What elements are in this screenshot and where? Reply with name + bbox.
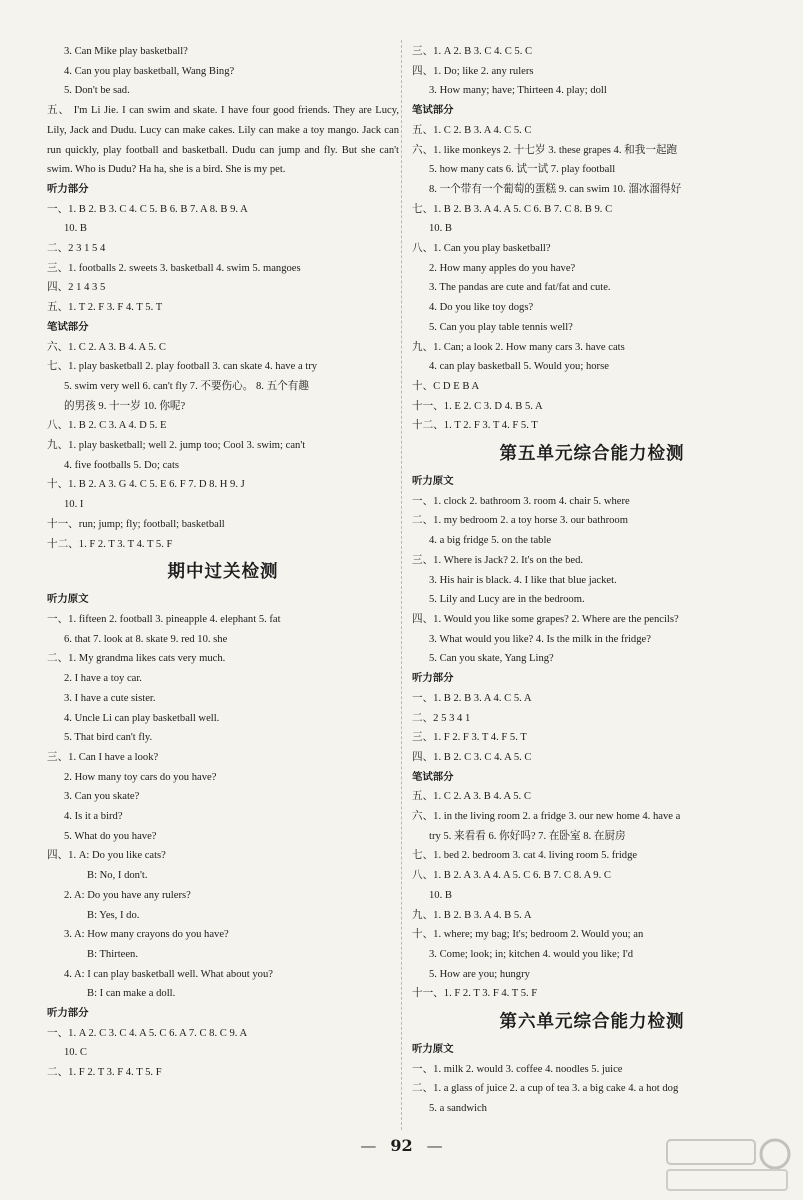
- section-heading: 笔试部分: [412, 104, 454, 117]
- answer-line: 5. how many cats 6. 试一试 7. play football: [429, 164, 616, 176]
- answer-line: B: Yes, I do.: [87, 909, 140, 921]
- answer-line: 五、1. C 2. B 3. A 4. C 5. C: [412, 124, 532, 136]
- page-footer: — 92 —: [360, 1136, 443, 1155]
- answer-line: 4. can play basketball 5. Would you; horse: [429, 361, 609, 373]
- answer-line: 九、1. B 2. B 3. A 4. B 5. A: [412, 909, 532, 921]
- answer-line: 3. I have a cute sister.: [64, 692, 156, 704]
- answer-line: 10. B: [429, 889, 452, 901]
- answer-line: 四、1. B 2. C 3. C 4. A 5. C: [412, 751, 532, 763]
- answer-line: 三、1. Can I have a look?: [47, 751, 159, 763]
- answer-line: 一、1. A 2. C 3. C 4. A 5. C 6. A 7. C 8. C 9. A: [47, 1027, 248, 1039]
- answer-line: 2. I have a toy car.: [64, 673, 142, 685]
- answer-line: 七、1. bed 2. bedroom 3. cat 4. living room 5. fridge: [412, 850, 638, 862]
- answer-line: 一、1. B 2. B 3. A 4. C 5. A: [412, 692, 532, 704]
- answer-line: 一、1. B 2. B 3. C 4. C 5. B 6. B 7. A 8. B 9. A: [47, 203, 248, 215]
- answer-line: 5. Can you skate, Yang Ling?: [429, 653, 554, 665]
- answer-line: 8. 一个带有一个葡萄的蛋糕 9. can swim 10. 溜冰溜得好: [429, 183, 682, 195]
- answer-line: 十一、run; jump; fly; football; basketball: [47, 518, 225, 530]
- answer-line: 八、1. B 2. A 3. A 4. A 5. C 6. B 7. C 8. A 9. C: [412, 870, 611, 882]
- answer-line: 三、1. F 2. F 3. T 4. F 5. T: [412, 732, 527, 744]
- answer-line: 一、1. milk 2. would 3. coffee 4. noodles 5. juice: [412, 1063, 623, 1075]
- answer-line: 5. How are you; hungry: [429, 968, 530, 980]
- answer-line: 二、1. F 2. T 3. F 4. T 5. F: [47, 1067, 162, 1079]
- answer-line: 十一、1. E 2. C 3. D 4. B 5. A: [412, 400, 543, 412]
- answer-line: 四、1. A: Do you like cats?: [47, 850, 166, 862]
- answer-line: 6. that 7. look at 8. skate 9. red 10. she: [64, 633, 228, 645]
- answer-line: 八、1. Can you play basketball?: [412, 243, 551, 255]
- section-heading: 听力部分: [412, 672, 454, 685]
- answer-line: 3. Can Mike play basketball?: [64, 46, 188, 57]
- answer-line: 3. The pandas are cute and fat/fat and cute.: [429, 282, 611, 294]
- answer-line: B: Thirteen.: [87, 948, 138, 960]
- right-column: [412, 42, 772, 1119]
- unit-title: 第五单元综合能力检测: [499, 444, 685, 465]
- answer-line: 一、1. fifteen 2. football 3. pineapple 4. elephant 5. fat: [47, 613, 281, 625]
- answer-line: 二、2 5 3 4 1: [412, 712, 471, 724]
- answer-line: 六、1. in the living room 2. a fridge 3. our new home 4. have a: [412, 811, 681, 823]
- section-heading: 听力原文: [47, 593, 89, 606]
- answer-line: 九、1. play basketball; well 2. jump too; Cool 3. swim; can't: [47, 440, 306, 452]
- answer-line: 六、1. C 2. A 3. B 4. A 5. C: [47, 341, 166, 353]
- answer-line: 3. His hair is black. 4. I like that blue jacket.: [429, 574, 617, 586]
- answer-line: 十一、1. F 2. T 3. F 4. T 5. F: [412, 988, 538, 1000]
- answer-line: 一、1. clock 2. bathroom 3. room 4. chair 5. where: [412, 495, 630, 507]
- answer-line: 十、1. B 2. A 3. G 4. C 5. E 6. F 7. D 8. H 9. J: [47, 479, 245, 491]
- answer-line: try 5. 来看看 6. 你好吗? 7. 在卧室 8. 在厨房: [429, 830, 626, 842]
- answer-line: 五、1. C 2. A 3. B 4. A 5. C: [412, 791, 531, 803]
- answer-line: 2. How many toy cars do you have?: [64, 771, 217, 783]
- answer-line: 5. Can you play table tennis well?: [429, 321, 573, 333]
- answer-line: 四、1. Do; like 2. any rulers: [412, 65, 534, 77]
- answer-line: 3. A: How many crayons do you have?: [64, 929, 229, 941]
- answer-line: 二、1. my bedroom 2. a toy horse 3. our bathroom: [412, 515, 628, 527]
- answer-line: 三、1. footballs 2. sweets 3. basketball 4. swim 5. mangoes: [47, 262, 301, 274]
- section-heading: 听力原文: [412, 475, 454, 488]
- answer-line: 4. a big fridge 5. on the table: [429, 535, 552, 547]
- answer-line: 十、C D E B A: [412, 380, 480, 392]
- answer-line: 4. Can you play basketball, Wang Bing?: [64, 65, 235, 77]
- answer-line: 八、1. B 2. C 3. A 4. D 5. E: [47, 420, 167, 432]
- answer-line: 十二、1. T 2. F 3. T 4. F 5. T: [412, 420, 538, 432]
- answer-line: 5. Don't be sad.: [64, 85, 130, 97]
- answer-line: 六、1. like monkeys 2. 十七岁 3. these grapes 4. 和我一起跑: [412, 144, 678, 156]
- answer-line: 2. A: Do you have any rulers?: [64, 889, 191, 901]
- section-heading: 听力部分: [47, 182, 89, 195]
- answer-line: 10. C: [64, 1047, 87, 1059]
- answer-line: 5. That bird can't fly.: [64, 732, 153, 744]
- answer-line: 二、1. a glass of juice 2. a cup of tea 3. a big cake 4. a hot dog: [412, 1083, 679, 1095]
- section-heading: 笔试部分: [47, 320, 89, 333]
- answer-line: 五、1. T 2. F 3. F 4. T 5. T: [47, 302, 163, 314]
- section-heading: 听力原文: [412, 1043, 454, 1056]
- answer-line: 四、2 1 4 3 5: [47, 282, 106, 294]
- answer-line: B: I can make a doll.: [87, 988, 176, 1000]
- left-column: [47, 42, 399, 1083]
- answer-line: 4. Is it a bird?: [64, 811, 123, 823]
- answer-line: 二、1. My grandma likes cats very much.: [47, 653, 226, 665]
- answer-line: 九、1. Can; a look 2. How many cars 3. have cats: [412, 341, 625, 353]
- answer-line: 5. swim very well 6. can't fly 7. 不要伤心。 8. 五个有趣: [64, 380, 309, 392]
- answer-line: 的男孩 9. 十一岁 10. 你呢?: [64, 400, 186, 412]
- page-number: 92: [390, 1136, 413, 1155]
- answer-line: 4. Uncle Li can play basketball well.: [64, 712, 220, 724]
- answer-line: 10. I: [64, 499, 84, 511]
- column-divider: [401, 40, 402, 1130]
- answer-line: 七、1. play basketball 2. play football 3. can skate 4. have a try: [47, 361, 318, 373]
- paragraph: 五、 I'm Li Jie. I can swim and skate. I have four good friends. They are Lucy, Lily, Jack and Dudu. Lucy can make cakes. Lily can make a toy mango. Jack can run quickly, play football and basketball. Dudu can jump and fly. But she can't swim. Who is Dudu? Ha ha, she is a bird. She is my pet.: [47, 105, 399, 176]
- answer-line: 3. Can you skate?: [64, 791, 140, 803]
- answer-line: 10. B: [429, 223, 452, 235]
- answer-line: 3. How many; have; Thirteen 4. play; doll: [429, 85, 607, 97]
- section-heading: 笔试部分: [412, 770, 454, 783]
- answer-line: 十、1. where; my bag; It's; bedroom 2. Would you; an: [412, 929, 644, 941]
- watermark-logo: [663, 1136, 793, 1194]
- answer-line: 三、1. Where is Jack? 2. It's on the bed.: [412, 554, 584, 566]
- answer-line: 4. five footballs 5. Do; cats: [64, 459, 180, 471]
- answer-line: 3. What would you like? 4. Is the milk in the fridge?: [429, 633, 651, 645]
- answer-line: 四、1. Would you like some grapes? 2. Where are the pencils?: [412, 613, 679, 625]
- section-heading: 听力部分: [47, 1007, 89, 1020]
- answer-line: 二、2 3 1 5 4: [47, 243, 106, 255]
- answer-line: 5. a sandwich: [429, 1103, 487, 1115]
- answer-line: 七、1. B 2. B 3. A 4. A 5. C 6. B 7. C 8. B 9. C: [412, 203, 613, 215]
- unit-title: 期中过关检测: [167, 562, 279, 583]
- answer-line: 10. B: [64, 223, 87, 235]
- answer-line: 4. Do you like toy dogs?: [429, 302, 534, 314]
- answer-line: B: No, I don't.: [87, 870, 148, 882]
- answer-line: 3. Come; look; in; kitchen 4. would you like; I'd: [429, 948, 634, 960]
- answer-line: 十二、1. F 2. T 3. T 4. T 5. F: [47, 538, 173, 550]
- answer-line: 4. A: I can play basketball well. What about you?: [64, 968, 273, 980]
- answer-line: 2. How many apples do you have?: [429, 262, 576, 274]
- answer-line: 5. Lily and Lucy are in the bedroom.: [429, 594, 585, 606]
- unit-title: 第六单元综合能力检测: [499, 1012, 685, 1033]
- answer-line: 三、1. A 2. B 3. C 4. C 5. C: [412, 46, 533, 57]
- answer-line: 5. What do you have?: [64, 830, 157, 842]
